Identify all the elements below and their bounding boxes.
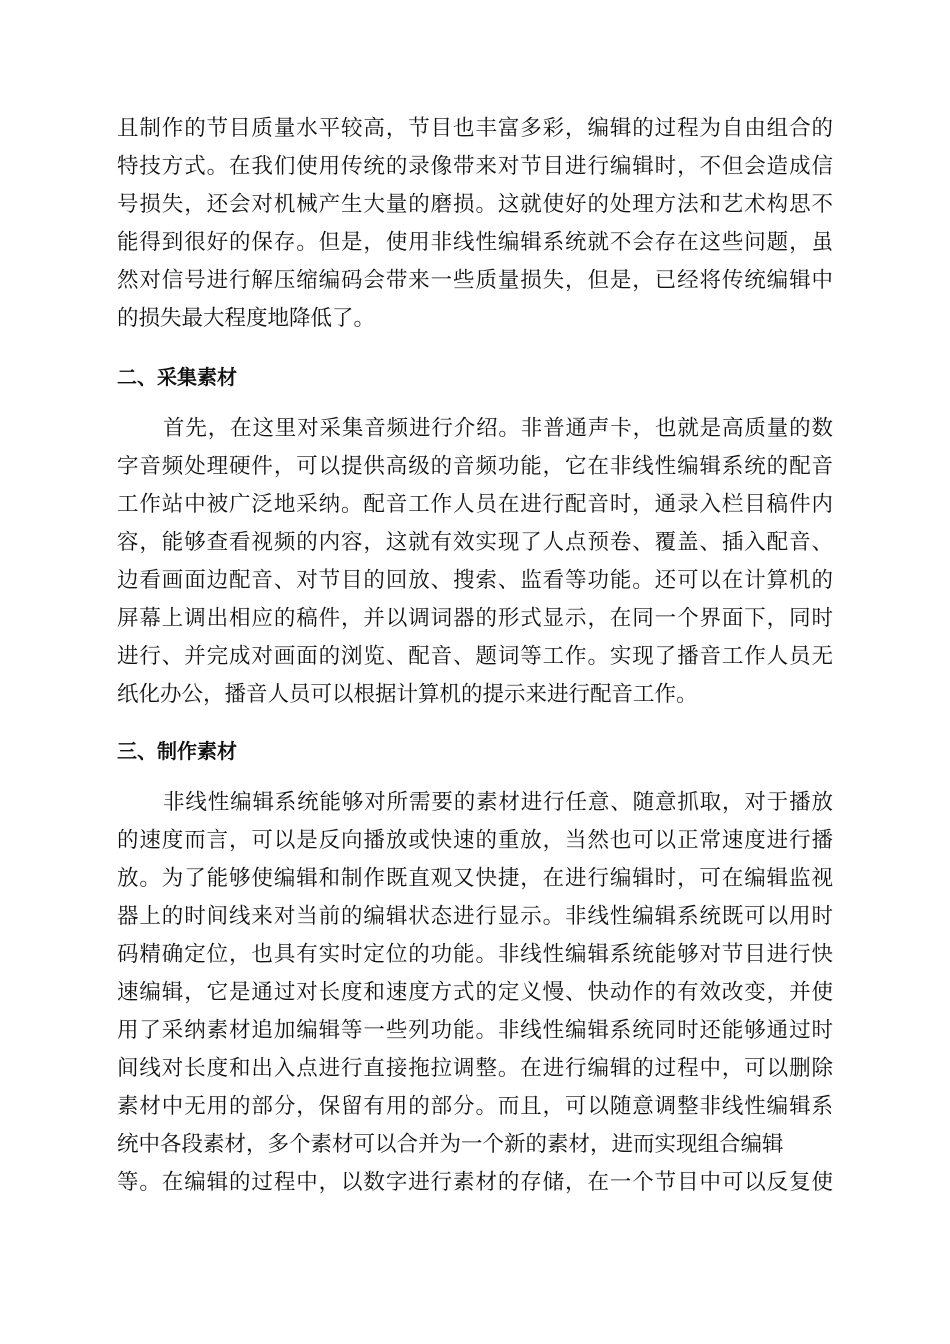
- text-line: 特技方式。在我们使用传统的录像带来对节目进行编辑时，不但会造成信: [117, 154, 833, 179]
- section-heading: 二、采集素材: [117, 365, 237, 389]
- text-line: 统中各段素材，多个素材可以合并为一个新的素材，进而实现组合编辑: [117, 1132, 784, 1157]
- text-line: 非线性编辑系统能够对所需要的素材进行任意、随意抓取，对于播放: [163, 790, 833, 815]
- text-line: 工作站中被广泛地采纳。配音工作人员在进行配音时，通录入栏目稿件内: [117, 492, 833, 517]
- text-line: 放。为了能够使编辑和制作既直观又快捷，在进行编辑时，可在编辑监视: [117, 866, 833, 891]
- text-line: 字音频处理硬件，可以提供高级的音频功能，它在非线性编辑系统的配音: [117, 454, 833, 479]
- text-line: 且制作的节目质量水平较高，节目也丰富多彩，编辑的过程为自由组合的: [117, 116, 833, 141]
- text-line: 边看画面边配音、对节目的回放、搜索、监看等功能。还可以在计算机的: [117, 568, 833, 593]
- text-line: 然对信号进行解压缩编码会带来一些质量损失，但是，已经将传统编辑中: [117, 268, 833, 293]
- text-line: 的损失最大程度地降低了。: [117, 306, 376, 331]
- text-line: 纸化办公，播音人员可以根据计算机的提示来进行配音工作。: [117, 682, 698, 707]
- text-line: 器上的时间线来对当前的编辑状态进行显示。非线性编辑系统既可以用时: [117, 904, 833, 929]
- text-line: 速编辑，它是通过对长度和速度方式的定义慢、快动作的有效改变，并使: [117, 980, 833, 1005]
- text-line: 能得到很好的保存。但是，使用非线性编辑系统就不会存在这些问题，虽: [117, 230, 833, 255]
- text-line: 等。在编辑的过程中，以数字进行素材的存储，在一个节目中可以反复使: [117, 1170, 833, 1195]
- text-line: 进行、并完成对画面的浏览、配音、题词等工作。实现了播音工作人员无: [117, 644, 833, 669]
- text-line: 间线对长度和出入点进行直接拖拉调整。在进行编辑的过程中，可以删除: [117, 1056, 833, 1081]
- text-line: 号损失，还会对机械产生大量的磨损。这就使好的处理方法和艺术构思不: [117, 192, 833, 217]
- text-line: 码精确定位，也具有实时定位的功能。非线性编辑系统能够对节目进行快: [117, 942, 833, 967]
- text-line: 容，能够查看视频的内容，这就有效实现了人点预卷、覆盖、插入配音、: [117, 530, 833, 555]
- text-line: 首先，在这里对采集音频进行介绍。非普通声卡，也就是高质量的数: [163, 416, 833, 441]
- section-heading: 三、制作素材: [117, 739, 237, 763]
- text-line: 屏幕上调出相应的稿件，并以调词器的形式显示，在同一个界面下，同时: [117, 606, 833, 631]
- text-line: 素材中无用的部分，保留有用的部分。而且，可以随意调整非线性编辑系: [117, 1094, 833, 1119]
- text-line: 的速度而言，可以是反向播放或快速的重放，当然也可以正常速度进行播: [117, 828, 833, 853]
- text-line: 用了采纳素材追加编辑等一些列功能。非线性编辑系统同时还能够通过时: [117, 1018, 833, 1043]
